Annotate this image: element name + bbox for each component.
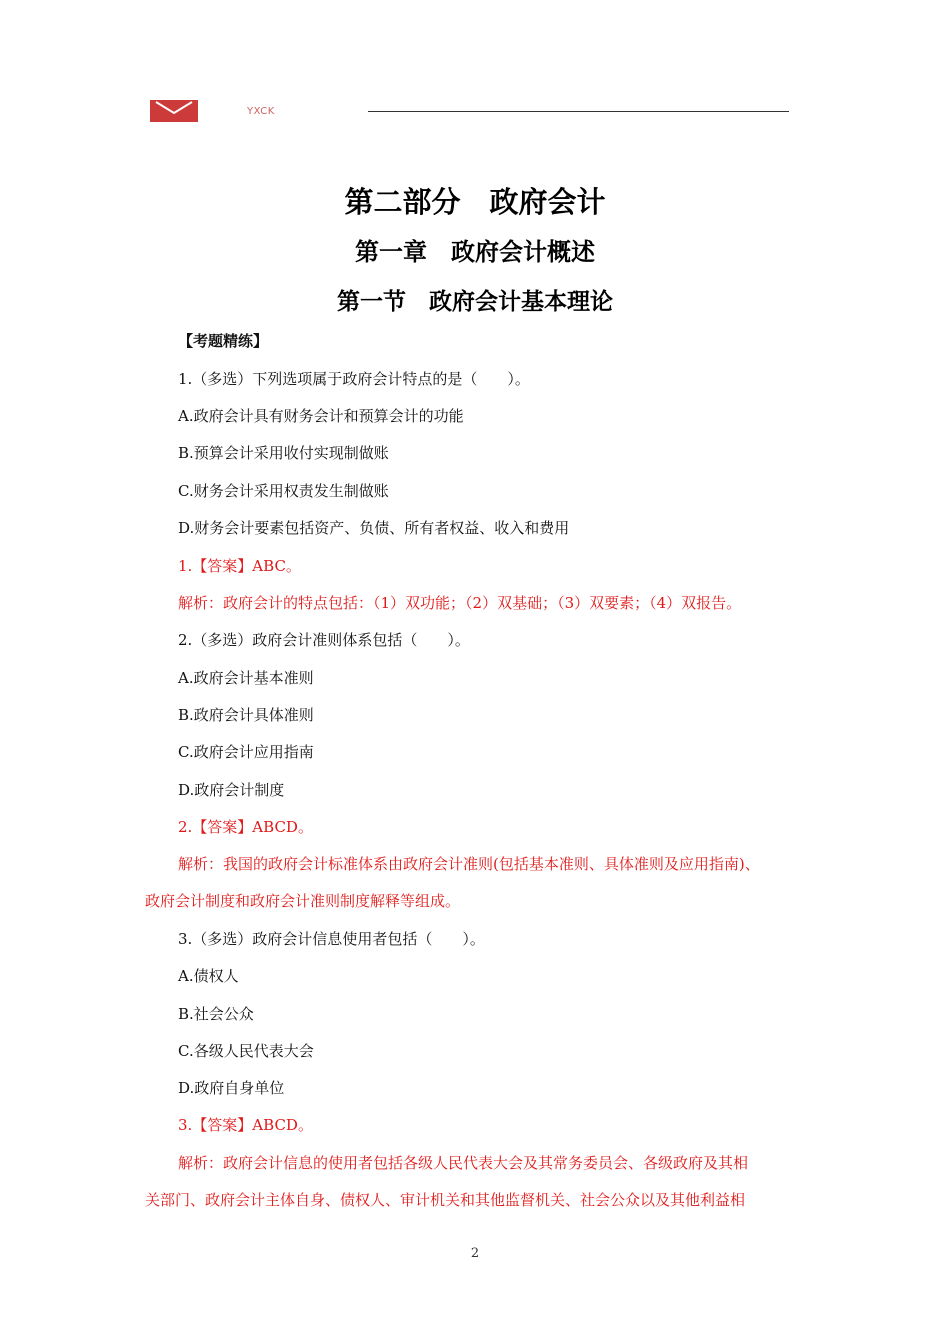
question-1-answer: 1.【答案】ABC。 xyxy=(178,557,301,575)
question-3-explanation-line-1: 解析：政府会计信息的使用者包括各级人民代表大会及其常务委员会、各级政府及其相 xyxy=(178,1154,749,1172)
question-2-option-b: B.政府会计具体准则 xyxy=(178,706,314,724)
question-2-answer: 2.【答案】ABCD。 xyxy=(178,818,313,836)
brand-logo-icon xyxy=(150,100,198,122)
question-1-option-c: C.财务会计采用权责发生制做账 xyxy=(178,482,389,500)
question-1-option-a: A.政府会计具有财务会计和预算会计的功能 xyxy=(178,407,464,425)
question-2-option-a: A.政府会计基本准则 xyxy=(178,669,314,687)
question-1-explanation: 解析：政府会计的特点包括：（1）双功能；（2）双基础；（3）双要素；（4）双报告。 xyxy=(178,594,742,612)
question-2-option-c: C.政府会计应用指南 xyxy=(178,743,314,761)
question-2-explanation-line-1: 解析：我国的政府会计标准体系由政府会计准则(包括基本准则、具体准则及应用指南)、 xyxy=(178,855,760,873)
question-1-option-b: B.预算会计采用收付实现制做账 xyxy=(178,444,389,462)
section-title: 第一节 政府会计基本理论 xyxy=(337,289,613,315)
question-2-option-d: D.政府会计制度 xyxy=(178,781,285,799)
question-3-option-c: C.各级人民代表大会 xyxy=(178,1042,314,1060)
question-3-answer: 3.【答案】ABCD。 xyxy=(178,1116,313,1134)
question-3-option-d: D.政府自身单位 xyxy=(178,1079,285,1097)
part-title: 第二部分 政府会计 xyxy=(344,185,606,219)
chapter-title: 第一章 政府会计概述 xyxy=(355,238,595,266)
question-3-option-b: B.社会公众 xyxy=(178,1005,254,1023)
practice-section-label: 【考题精练】 xyxy=(178,332,269,350)
page-number: 2 xyxy=(470,1246,480,1261)
brand-text: YXCK xyxy=(247,106,275,117)
question-2-stem: 2.（多选）政府会计准则体系包括（ ）。 xyxy=(178,631,470,649)
header-divider xyxy=(368,111,789,112)
question-1-option-d: D.财务会计要素包括资产、负债、所有者权益、收入和费用 xyxy=(178,519,570,537)
question-3-option-a: A.债权人 xyxy=(178,967,239,985)
question-3-explanation-line-2: 关部门、政府会计主体自身、债权人、审计机关和其他监督机关、社会公众以及其他利益相 xyxy=(145,1191,746,1209)
question-2-explanation-line-2: 政府会计制度和政府会计准则制度解释等组成。 xyxy=(145,892,461,910)
question-3-stem: 3.（多选）政府会计信息使用者包括（ ）。 xyxy=(178,930,485,948)
question-1-stem: 1.（多选）下列选项属于政府会计特点的是（ ）。 xyxy=(178,370,530,388)
